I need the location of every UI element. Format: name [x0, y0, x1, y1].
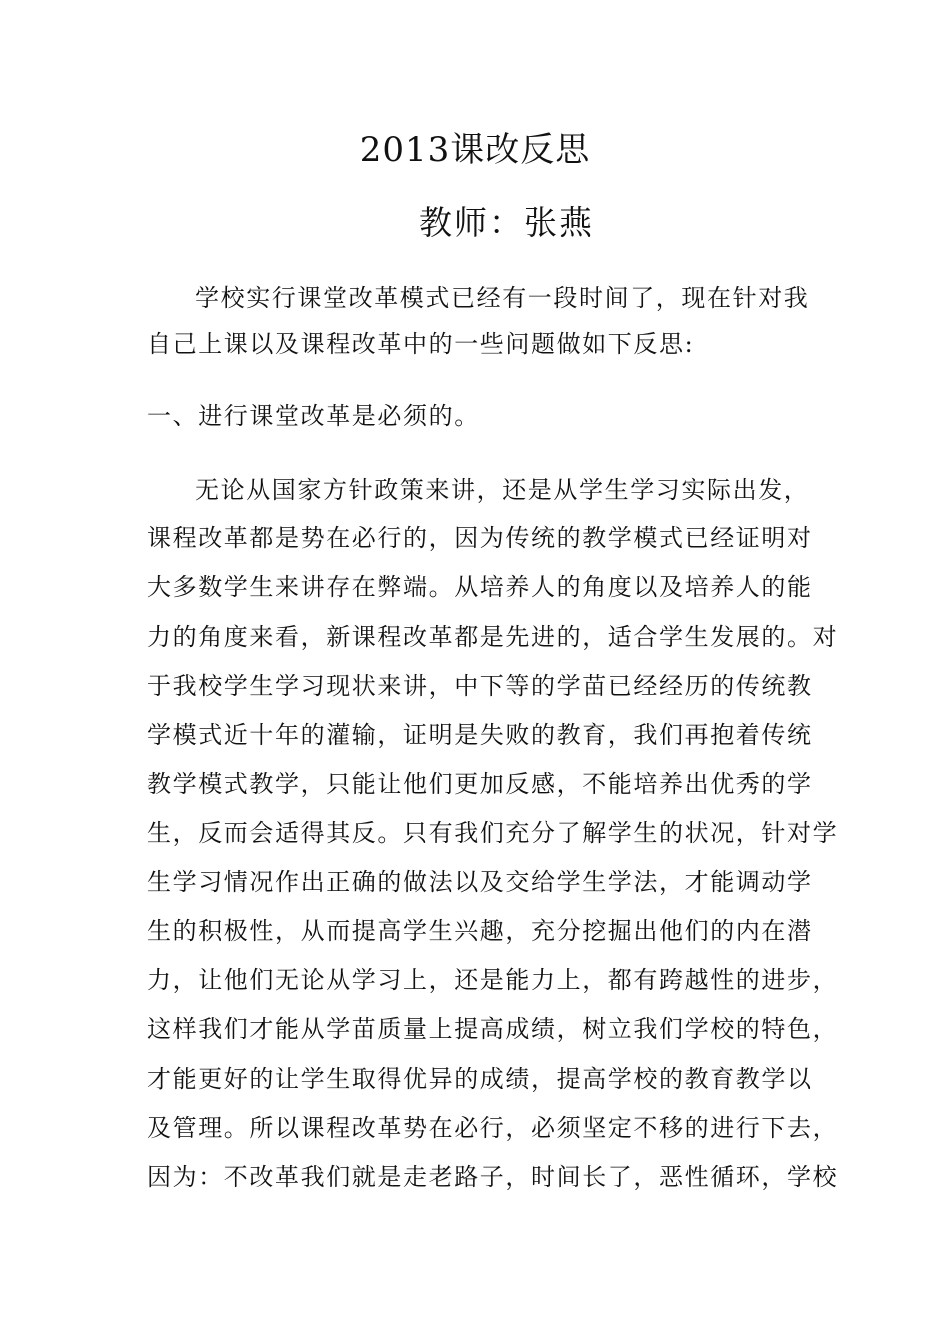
body-line: 学模式近十年的灌输，证明是失败的教育，我们再抱着传统 — [147, 721, 813, 749]
body-line: 大多数学生来讲存在弊端。从培养人的角度以及培养人的能 — [147, 573, 813, 601]
body-line: 生的积极性，从而提高学生兴趣，充分挖掘出他们的内在潜 — [147, 917, 813, 945]
body-line: 生学习情况作出正确的做法以及交给学生学法，才能调动学 — [147, 868, 813, 896]
body-line: 这样我们才能从学苗质量上提高成绩，树立我们学校的特色， — [147, 1015, 839, 1043]
author-line: 教师：张燕 — [419, 203, 594, 242]
body-line: 生，反而会适得其反。只有我们充分了解学生的状况，针对学 — [147, 819, 839, 847]
body-line: 教学模式教学，只能让他们更加反感，不能培养出优秀的学 — [147, 770, 813, 798]
body-line: 及管理。所以课程改革势在必行，必须坚定不移的进行下去， — [147, 1114, 839, 1142]
body-line: 力，让他们无论从学习上，还是能力上，都有跨越性的进步， — [147, 966, 839, 994]
body-line: 于我校学生学习现状来讲，中下等的学苗已经经历的传统教 — [147, 672, 813, 700]
body-line: 无论从国家方针政策来讲，还是从学生学习实际出发， — [195, 476, 810, 504]
body-line: 课程改革都是势在必行的，因为传统的教学模式已经证明对 — [147, 524, 813, 552]
intro-line: 自己上课以及课程改革中的一些问题做如下反思: — [147, 330, 695, 358]
intro-line: 学校实行课堂改革模式已经有一段时间了，现在针对我 — [195, 284, 810, 312]
body-line: 才能更好的让学生取得优异的成绩，提高学校的教育教学以 — [147, 1065, 813, 1093]
section-heading: 一、进行课堂改革是必须的。 — [147, 402, 480, 430]
body-line: 因为：不改革我们就是走老路子，时间长了，恶性循环，学校 — [147, 1163, 839, 1191]
body-line: 力的角度来看，新课程改革都是先进的，适合学生发展的。对 — [147, 623, 839, 651]
document-title: 2013课改反思 — [359, 130, 591, 170]
